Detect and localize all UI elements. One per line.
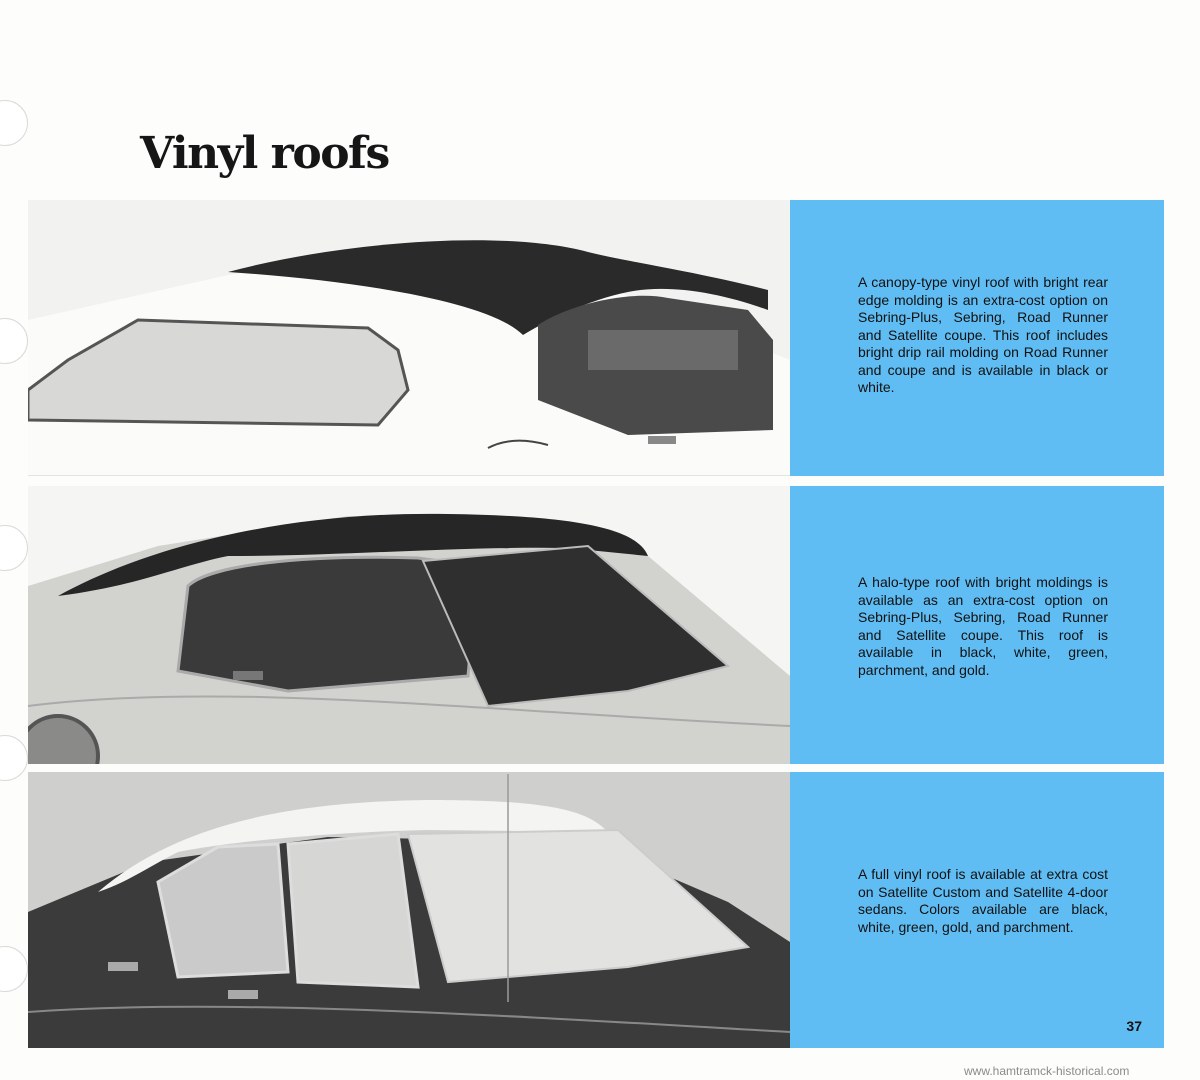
full-roof-section bbox=[28, 772, 1164, 1048]
binder-hole bbox=[0, 525, 28, 571]
binder-hole bbox=[0, 946, 28, 992]
halo-roof-panel bbox=[790, 486, 1164, 764]
full-roof-photo bbox=[28, 772, 790, 1048]
canopy-roof-section bbox=[28, 200, 1164, 476]
page-title: Vinyl roofs bbox=[140, 128, 389, 179]
halo-roof-section bbox=[28, 486, 1164, 764]
halo-roof-description: A halo-type roof with bright moldings is available as an extra-cost option on Sebring-Plus, Sebring, Road Runner and Satellite coupe. This roof is available in black, white, green, parchment, and gold. bbox=[858, 574, 1108, 678]
binder-hole bbox=[0, 100, 28, 146]
binder-hole bbox=[0, 735, 28, 781]
full-roof-panel bbox=[790, 772, 1164, 1048]
canopy-roof-panel bbox=[790, 200, 1164, 476]
full-roof-description: A full vinyl roof is available at extra cost on Satellite Custom and Satellite 4-door sedans. Colors available are black, white, green, gold, and parchment. bbox=[858, 866, 1108, 935]
page-number: 37 bbox=[1126, 1018, 1142, 1034]
canopy-roof-description: A canopy-type vinyl roof with bright rear edge molding is an extra-cost option on Sebring-Plus, Sebring, Road Runner and Satellite coupe. This roof includes bright drip rail molding on Road Runner and coupe and is available in black or white. bbox=[858, 274, 1108, 395]
binder-hole bbox=[0, 318, 28, 364]
canopy-roof-photo bbox=[28, 200, 790, 476]
halo-roof-photo bbox=[28, 486, 790, 764]
watermark: www.hamtramck-historical.com bbox=[964, 1064, 1130, 1078]
